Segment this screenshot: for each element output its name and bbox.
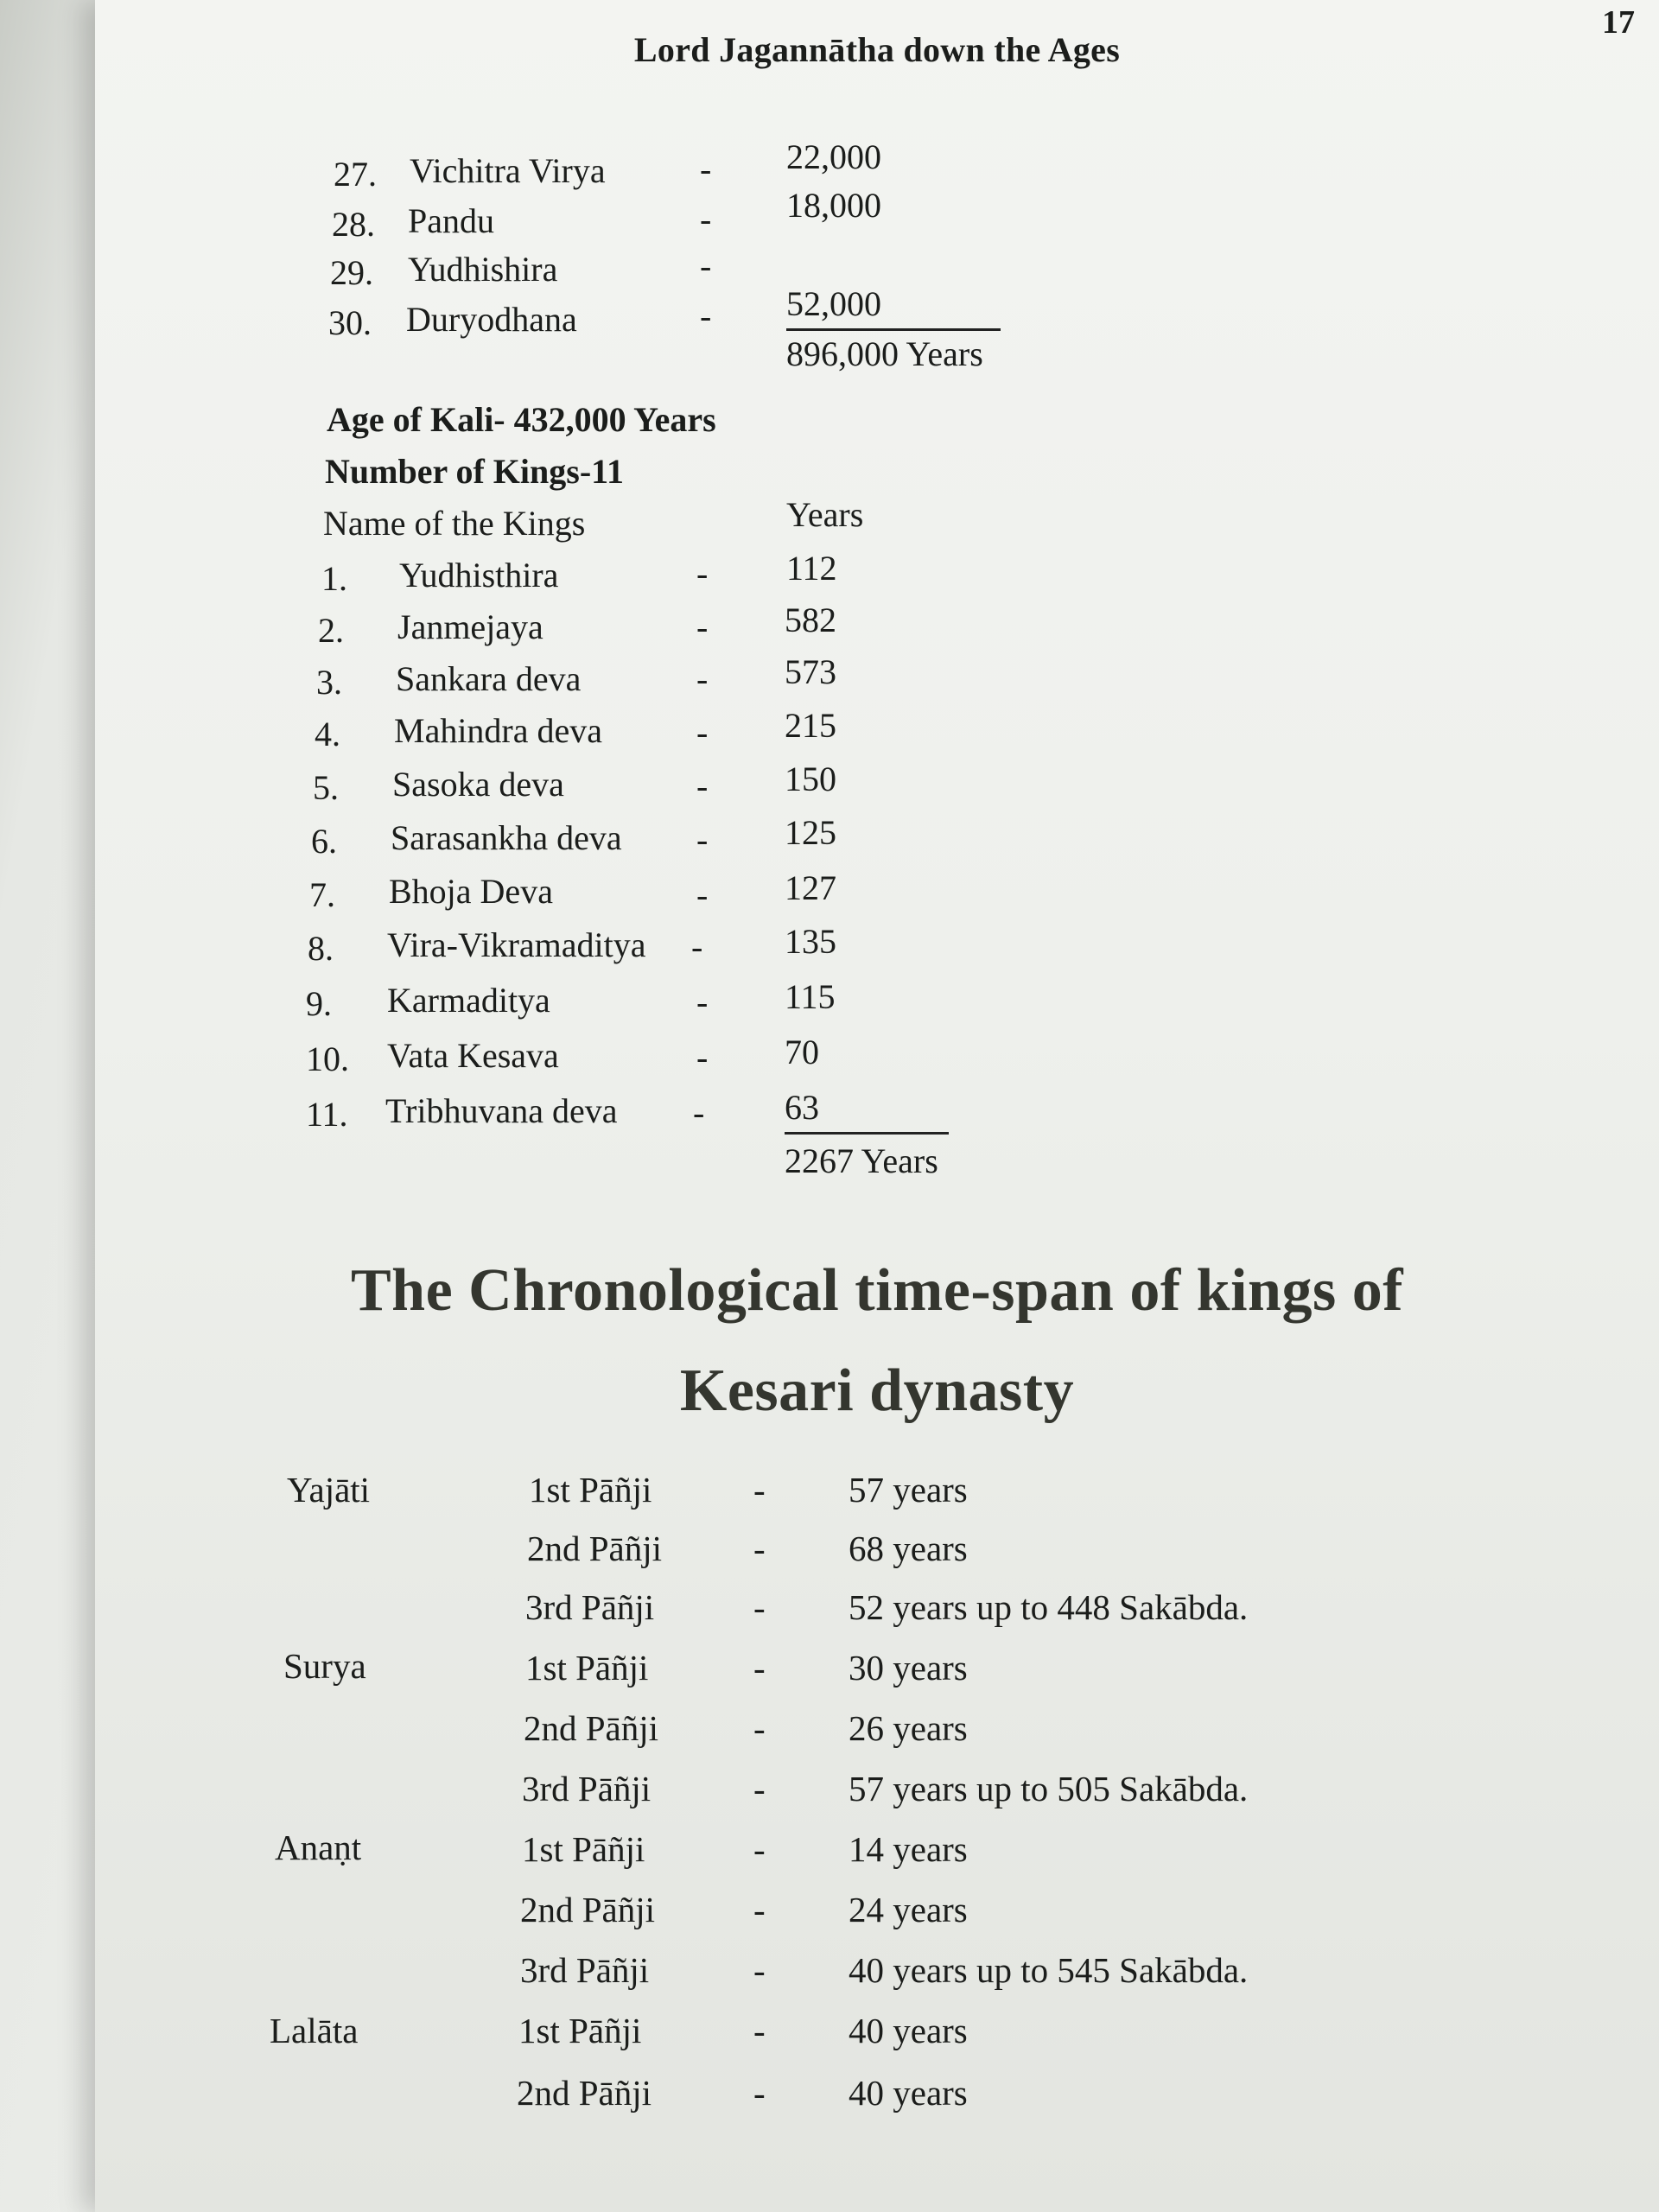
time-span: 68 years [849,1529,968,1568]
dash: - [753,1890,766,1929]
king-name: Yudhisthira [399,556,559,594]
reign-years: 115 [785,977,836,1016]
row-number: 30. [328,303,372,342]
row-number: 9. [306,984,332,1023]
panji-label: 3rd Pāñji [520,1950,650,1990]
reign-years: 112 [786,549,837,588]
sum-rule [785,1132,949,1135]
dash: - [696,1038,709,1077]
row-number: 6. [311,822,337,861]
column-header-name: Name of the Kings [323,504,586,543]
section-title-line-2: Kesari dynasty [679,1357,1075,1424]
kings-count: Number of Kings-11 [325,452,624,491]
king-name: Surya [283,1646,366,1686]
panji-label: 3rd Pāñji [525,1587,655,1627]
reign-years: 135 [785,922,836,961]
page-number: 17 [1602,4,1635,41]
row-number: 1. [321,559,347,598]
king-name: Yudhishira [408,250,558,289]
time-span: 40 years [849,2011,968,2050]
king-name: Yajāti [287,1470,371,1510]
reign-years: 582 [785,601,836,639]
king-name: Vichitra Virya [410,151,606,190]
panji-label: 3rd Pāñji [522,1769,652,1808]
dash: - [696,982,709,1021]
king-name: Mahindra deva [394,711,603,750]
reign-years: 18,000 [786,186,881,225]
dash: - [696,554,709,593]
panji-label: 1st Pāñji [522,1829,645,1869]
reign-years: 125 [785,813,836,852]
dash: - [691,927,703,966]
dash: - [753,2011,766,2050]
reign-years: 70 [785,1033,819,1071]
dash: - [693,1093,705,1132]
column-header-years: Years [786,495,864,534]
dash: - [753,2073,766,2113]
dash: - [696,713,709,752]
row-number: 4. [315,715,340,753]
dash: - [753,1587,766,1627]
king-name: Vata Kesava [387,1036,559,1075]
row-number: 8. [308,929,334,968]
reign-years: 63 [785,1088,819,1127]
dash: - [753,1708,766,1748]
row-number: 29. [330,253,373,292]
row-number: 11. [306,1095,348,1134]
king-name: Duryodhana [406,300,577,339]
reign-years: 215 [785,706,836,745]
king-name: Sasoka deva [392,765,564,804]
reign-years: 573 [785,652,836,691]
row-number: 28. [332,205,375,244]
dash: - [696,607,709,646]
dash: - [753,1769,766,1808]
section-heading: Age of Kali- 432,000 Years [327,400,716,439]
reign-years: 127 [785,868,836,907]
reign-years: 150 [785,760,836,798]
reign-years: 52,000 [786,284,881,323]
panji-label: 2nd Pāñji [527,1529,663,1568]
running-header: Lord Jagannātha down the Ages [633,30,1121,69]
king-name: Vira-Vikramaditya [387,925,646,964]
time-span: 52 years up to 448 Sakābda. [849,1587,1249,1627]
dash: - [700,246,712,285]
king-name: Anaṇt [275,1827,362,1867]
panji-label: 2nd Pāñji [517,2073,652,2113]
row-number: 7. [309,875,335,914]
king-name: Karmaditya [387,981,550,1020]
king-name: Janmejaya [397,607,543,646]
row-number: 5. [313,768,339,807]
king-name: Bhoja Deva [389,872,553,911]
dash: - [753,1648,766,1688]
dash: - [700,149,712,188]
book-page [95,0,1659,2212]
total-years: 896,000 Years [786,334,983,373]
time-span: 26 years [849,1708,968,1748]
time-span: 14 years [849,1829,968,1869]
reign-years: 22,000 [786,137,881,176]
king-name: Sarasankha deva [391,818,622,857]
dash: - [700,200,712,238]
row-number: 3. [316,663,342,702]
panji-label: 1st Pāñji [525,1648,649,1688]
time-span: 57 years up to 505 Sakābda. [849,1769,1249,1808]
dash: - [753,1829,766,1869]
row-number: 2. [318,611,344,650]
sum-rule [786,328,1001,331]
dash: - [696,820,709,859]
row-number: 27. [334,155,377,194]
panji-label: 2nd Pāñji [524,1708,659,1748]
king-name: Pandu [408,201,494,240]
dash: - [696,875,709,914]
row-number: 10. [306,1039,349,1078]
dash: - [753,1470,766,1510]
time-span: 30 years [849,1648,968,1688]
king-name: Sankara deva [396,659,582,698]
total-years: 2267 Years [785,1141,938,1180]
time-span: 40 years [849,2073,968,2113]
panji-label: 1st Pāñji [518,2011,642,2050]
dash: - [700,296,712,335]
dash: - [753,1529,766,1568]
panji-label: 1st Pāñji [529,1470,652,1510]
king-name: Tribhuvana deva [385,1091,618,1130]
section-title-line-1: The Chronological time-span of kings of [350,1257,1404,1324]
dash: - [696,659,709,698]
time-span: 57 years [849,1470,968,1510]
panji-label: 2nd Pāñji [520,1890,656,1929]
time-span: 24 years [849,1890,968,1929]
dash: - [696,766,709,805]
time-span: 40 years up to 545 Sakābda. [849,1950,1249,1990]
king-name: Lalāta [270,2011,359,2050]
dash: - [753,1950,766,1990]
